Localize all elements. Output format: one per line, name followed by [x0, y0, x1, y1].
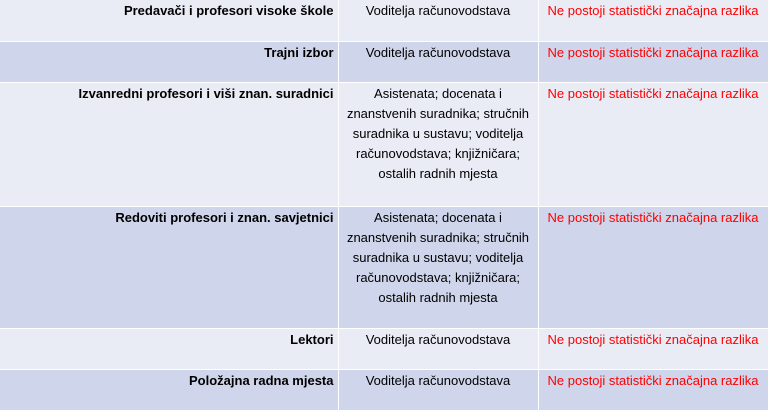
category-cell: Izvanredni profesori i viši znan. suradnici — [0, 82, 338, 206]
table-row — [0, 82, 768, 206]
table-row — [0, 369, 768, 410]
category-cell: Trajni izbor — [0, 41, 338, 82]
result-cell: Ne postoji statistički značajna razlika — [538, 82, 768, 206]
table-row — [0, 206, 768, 328]
result-cell: Ne postoji statistički značajna razlika — [538, 41, 768, 82]
group-cell: Voditelja računovodstava — [338, 328, 538, 369]
result-cell: Ne postoji statistički značajna razlika — [538, 206, 768, 328]
result-cell: Ne postoji statistički značajna razlika — [538, 328, 768, 369]
category-cell: Lektori — [0, 328, 338, 369]
result-cell: Ne postoji statistički značajna razlika — [538, 0, 768, 41]
result-cell: Ne postoji statistički značajna razlika — [538, 369, 768, 410]
table-row — [0, 328, 768, 369]
category-cell: Redoviti profesori i znan. savjetnici — [0, 206, 338, 328]
group-cell: Asistenata; docenata i znanstvenih suradnika; stručnih suradnika u sustavu; voditelja računovodstava; knjižničara; ostalih radnih mjesta — [338, 206, 538, 328]
group-cell: Voditelja računovodstava — [338, 41, 538, 82]
category-cell: Predavači i profesori visoke škole — [0, 0, 338, 41]
category-cell: Položajna radna mjesta — [0, 369, 338, 410]
table-row — [0, 0, 768, 41]
group-cell: Asistenata; docenata i znanstvenih suradnika; stručnih suradnika u sustavu; voditelja računovodstava; knjižničara; ostalih radnih mjesta — [338, 82, 538, 206]
group-cell: Voditelja računovodstava — [338, 369, 538, 410]
table-row — [0, 41, 768, 82]
group-cell: Voditelja računovodstava — [338, 0, 538, 41]
